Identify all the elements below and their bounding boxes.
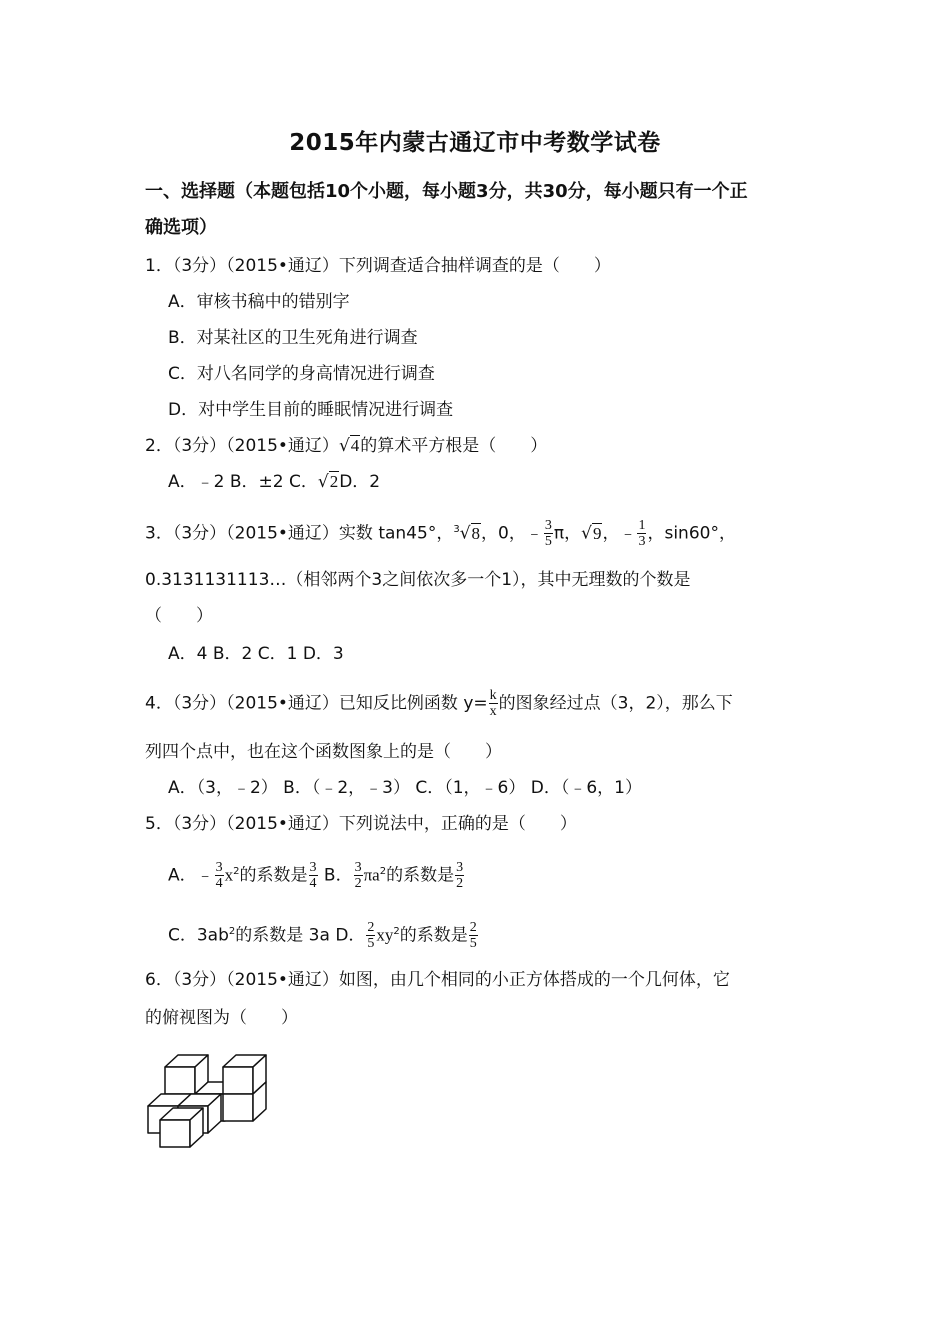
fraction-denominator: 5 <box>544 534 552 550</box>
q1-option-c: C．对八名同学的身高情况进行调查 <box>168 364 435 384</box>
fraction-denominator: x <box>489 704 497 719</box>
q4-options: A．（3，﹣2） B．（﹣2，﹣3） C．（1，﹣6） D．（﹣6，1） <box>168 778 642 798</box>
q3-prefix: 3．（3分）（2015•通辽）实数 tan45°， <box>145 523 454 544</box>
fraction-numerator: 2 <box>469 920 477 936</box>
q3-options: A．4 B．2 C．1 D．3 <box>168 644 344 664</box>
q4-line2: 列四个点中，也在这个函数图象上的是（ ） <box>145 742 502 762</box>
q2-prefix: 2．（3分）（2015•通辽） <box>145 436 339 456</box>
q5-a-mid: 的系数是 <box>239 865 308 886</box>
q5-b-pre: B． <box>323 865 353 886</box>
fraction-numerator: 3 <box>544 518 552 534</box>
q5-a-var: x <box>224 865 234 885</box>
cube-front-face <box>160 1120 190 1147</box>
q2-options-post: D．2 <box>339 472 381 492</box>
cube-front-face <box>223 1067 253 1094</box>
q5-c-mid: 的系数是 3a D． <box>235 925 366 946</box>
fraction-denominator: 4 <box>309 876 317 892</box>
sqrt-sign: √ <box>338 436 350 456</box>
fraction-denominator: 5 <box>367 936 375 952</box>
fraction-numerator: k <box>489 688 497 703</box>
cube-figure <box>140 1050 280 1155</box>
q2-option-radicand: 2 <box>329 472 339 491</box>
fraction-denominator: 5 <box>469 936 477 952</box>
q3-line2: 0.3131131113…（相邻两个3之间依次多一个1），其中无理数的个数是 <box>145 570 691 590</box>
q5-d-mid: 的系数是 <box>399 925 468 946</box>
sqrt-sign: √ <box>317 472 329 492</box>
q5-b-result <box>455 860 464 891</box>
fraction-numerator: 3 <box>354 860 362 876</box>
q1-stem: 1．（3分）（2015•通辽）下列调查适合抽样调查的是（ ） <box>145 256 611 276</box>
q2-stem <box>145 434 547 458</box>
q3-mid4: ，sin60°， <box>647 523 736 544</box>
q5-b-exp: 2 <box>379 866 387 877</box>
q4-fraction <box>489 688 498 719</box>
q3-mid1: ，0，﹣ <box>481 523 543 544</box>
fraction-denominator: 3 <box>638 534 646 550</box>
q5-a-exp: 2 <box>233 866 240 877</box>
sqrt-sign: √ <box>581 523 592 544</box>
q5-b-var: πa <box>363 865 380 885</box>
q1-option-d: D．对中学生目前的睡眠情况进行调查 <box>168 400 454 420</box>
q5-a-fraction <box>215 860 224 891</box>
q3-mid2: π， <box>553 523 582 544</box>
q3-stem <box>145 518 736 549</box>
q1-option-a: A．审核书稿中的错别字 <box>168 292 350 312</box>
q5-c-pre: C．3ab <box>168 925 229 946</box>
cbrt-sign: √ <box>459 523 471 544</box>
fraction-numerator: 1 <box>638 518 646 534</box>
q3-line3: （ ） <box>145 606 213 626</box>
q2-options <box>168 470 380 494</box>
cube-front-face <box>165 1067 195 1094</box>
section-heading-line2: 确选项） <box>145 217 217 238</box>
q3-mid3: ，﹣ <box>602 523 637 544</box>
fraction-denominator: 2 <box>456 876 464 892</box>
q2-radicand: 4 <box>350 436 360 455</box>
q2-options-pre: A．﹣2 B．±2 C． <box>168 472 318 492</box>
section-heading-line1: 一、选择题（本题包括10个小题，每小题3分，共30分，每小题只有一个正 <box>145 181 748 202</box>
cube-front-face <box>223 1094 253 1121</box>
q5-d-exp: 2 <box>393 926 400 937</box>
q1-option-b: B．对某社区的卫生死角进行调查 <box>168 328 418 348</box>
q5-d-var: xy <box>376 925 394 945</box>
q4-prefix: 4．（3分）（2015•通辽）已知反比例函数 y= <box>145 693 488 714</box>
fraction-numerator: 3 <box>215 860 223 876</box>
q4-suffix: 的图象经过点（3，2），那么下 <box>498 693 733 714</box>
q2-suffix: 的算术平方根是（ ） <box>360 436 548 456</box>
fraction-numerator: 3 <box>456 860 464 876</box>
fraction-numerator: 3 <box>309 860 317 876</box>
q5-stem: 5．（3分）（2015•通辽）下列说法中，正确的是（ ） <box>145 814 577 834</box>
fraction-denominator: 2 <box>354 876 362 892</box>
q5-c-exp: 2 <box>228 926 236 937</box>
q5-a-pre: A．﹣ <box>168 865 214 886</box>
fraction-numerator: 2 <box>367 920 375 936</box>
q5-b-fraction <box>354 860 363 891</box>
q3-sqrt-radicand: 9 <box>592 523 602 543</box>
q3-fraction-2 <box>637 518 646 549</box>
q5-a-result <box>309 860 318 891</box>
q6-line1: 6．（3分）（2015•通辽）如图，由几个相同的小正方体搭成的一个几何体，它 <box>145 970 730 990</box>
q5-options-ab <box>168 860 465 891</box>
fraction-denominator: 4 <box>215 876 223 892</box>
q3-cbrt-index: 3 <box>453 524 460 535</box>
q5-b-mid: 的系数是 <box>386 865 455 886</box>
q5-d-fraction <box>366 920 375 951</box>
q5-options-cd <box>168 920 479 951</box>
q5-d-result <box>469 920 478 951</box>
q6-line2: 的俯视图为（ ） <box>145 1008 298 1028</box>
page-title: 2015年内蒙古通辽市中考数学试卷 <box>289 130 661 156</box>
section-heading <box>145 174 815 246</box>
q3-cbrt-radicand: 8 <box>471 523 481 543</box>
q3-fraction-1 <box>544 518 553 549</box>
q4-stem <box>145 688 733 719</box>
